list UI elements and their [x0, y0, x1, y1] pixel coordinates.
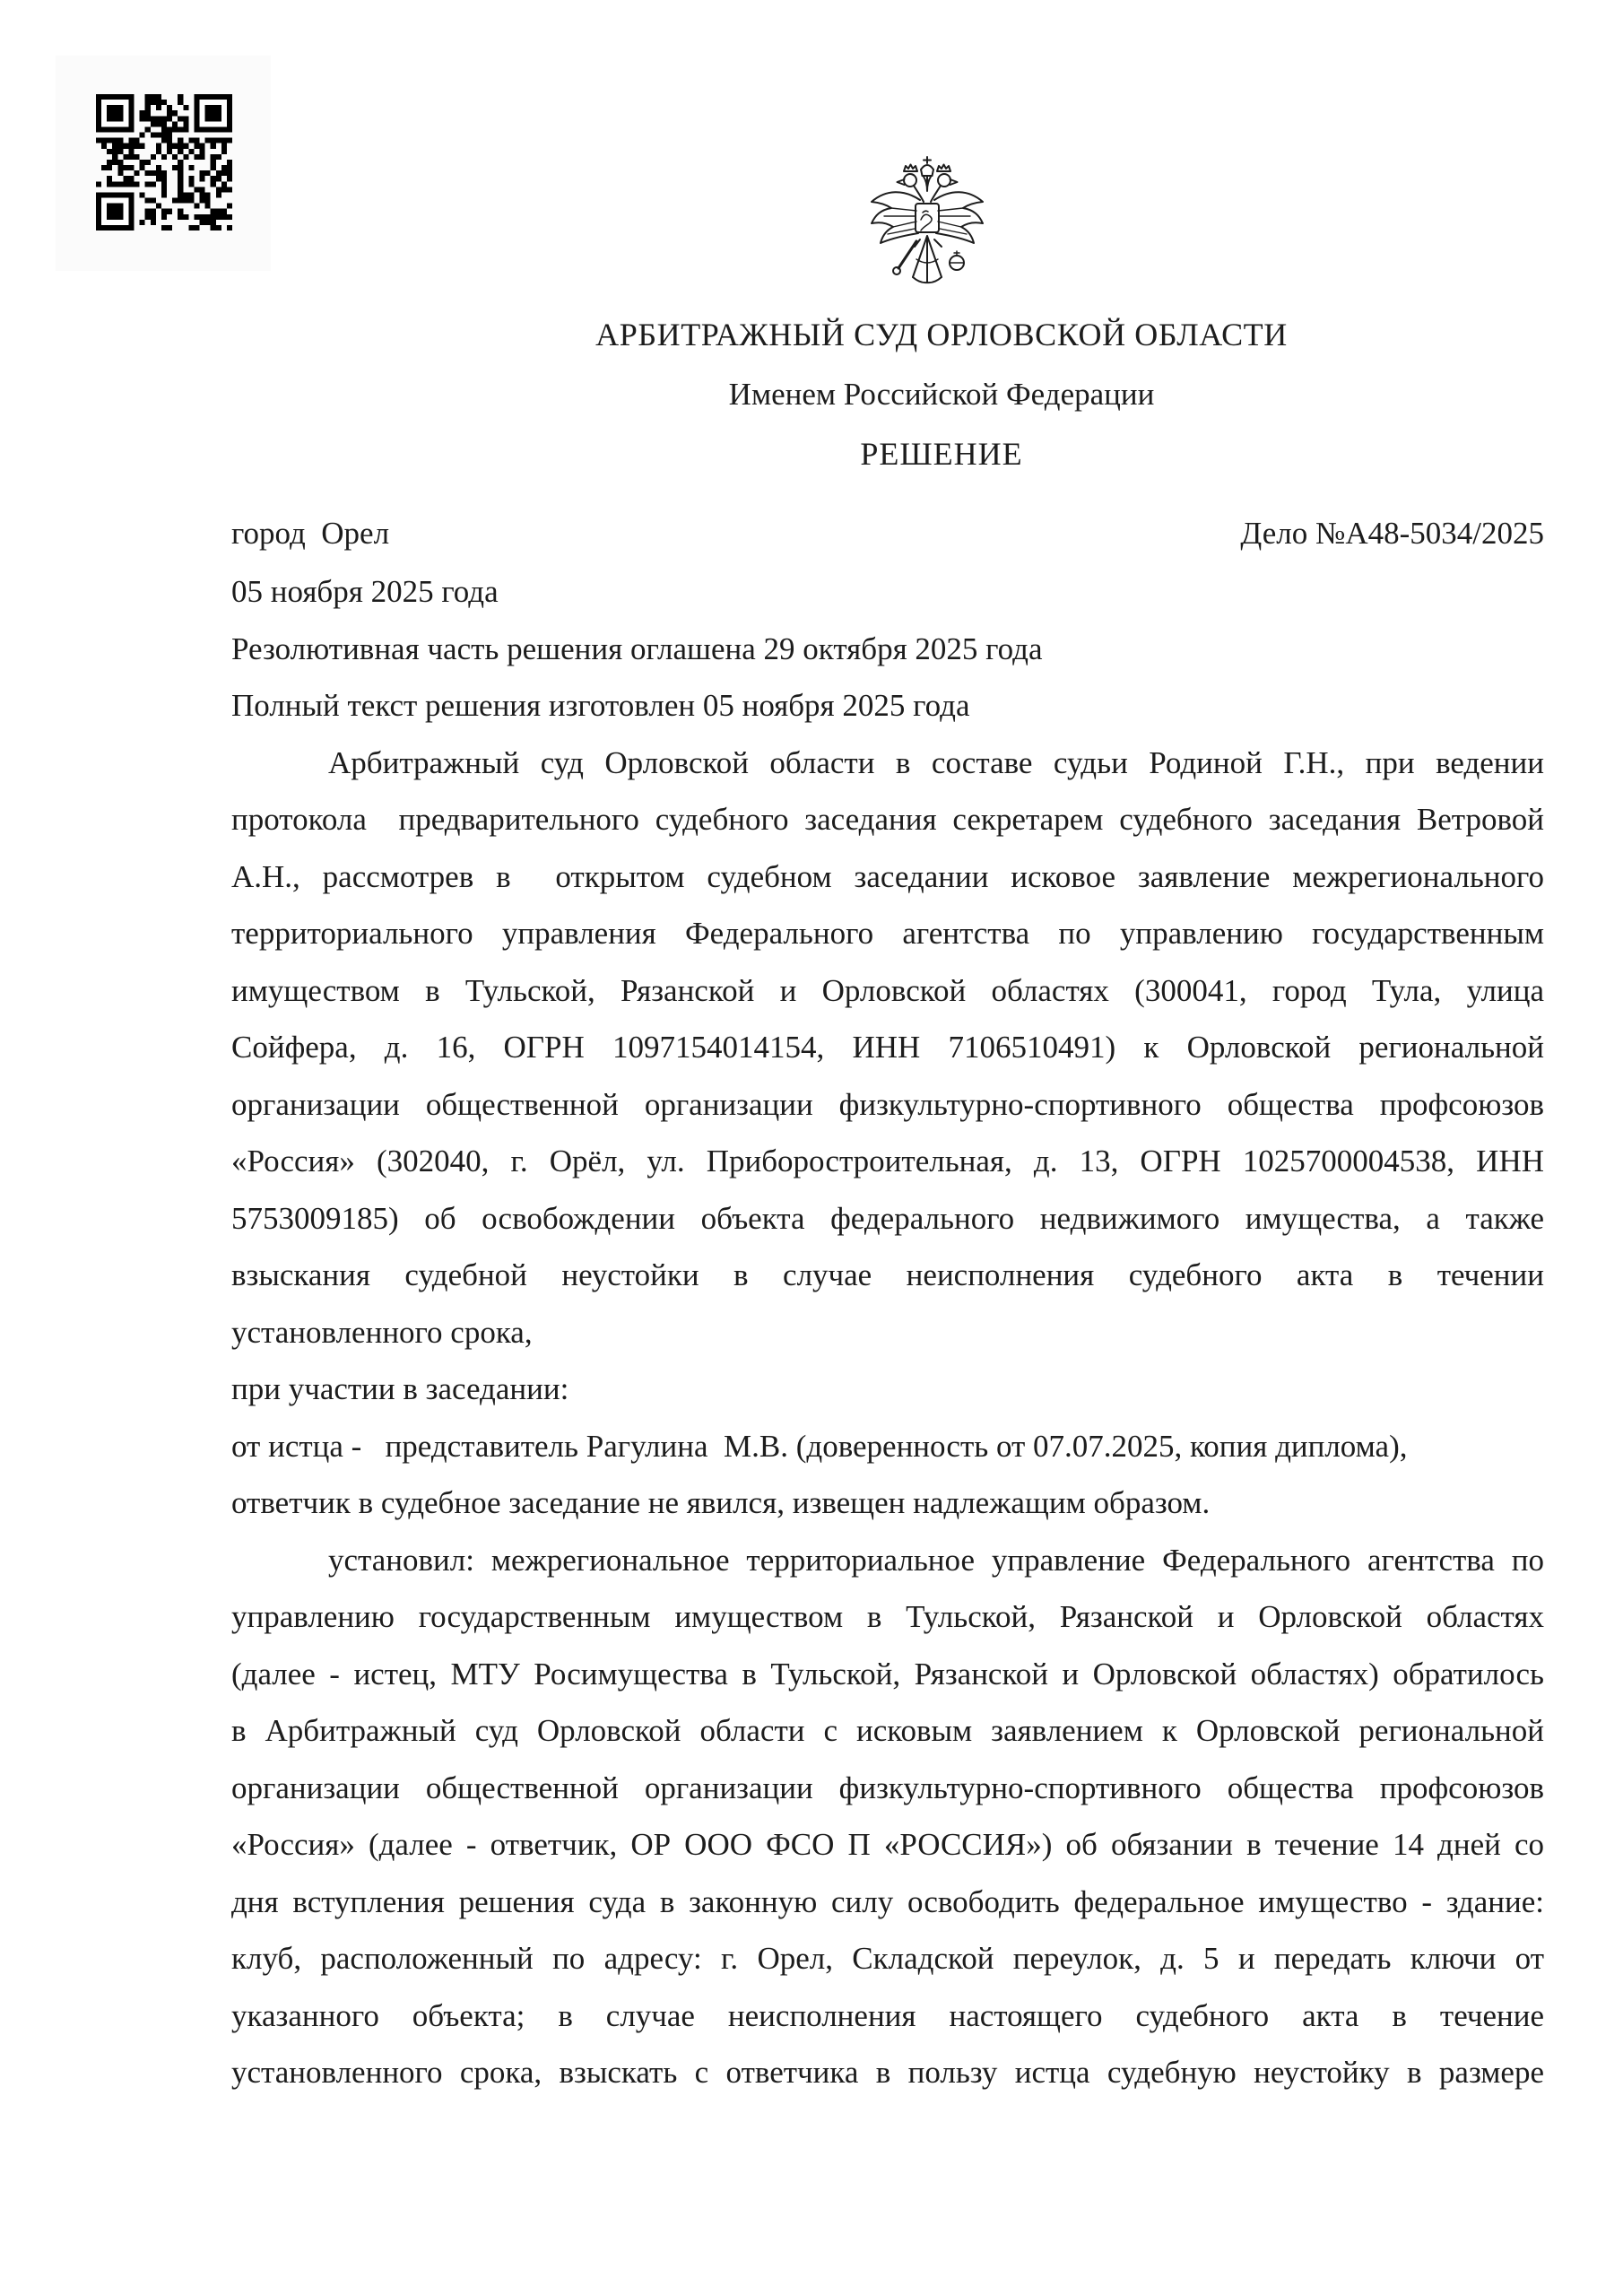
body-line: при участии в заседании:: [231, 1371, 569, 1406]
body-line: протокола предварительного судебного заседания секретарем судебного заседания Ветровой: [231, 802, 1544, 837]
body-line: в Арбитражный суд Орловской области с исковым заявлением к Орловской региональной: [231, 1713, 1544, 1748]
body-line: Полный текст решения изготовлен 05 ноября 2025 года: [231, 688, 970, 723]
body-line: территориального управления Федерального агентства по управлению государственным: [231, 916, 1544, 951]
body-line: А.Н., рассмотрев в открытом судебном заседании исковое заявление межрегионального: [231, 858, 1544, 894]
body-line: установленного срока,: [231, 1314, 533, 1350]
body-line: имуществом в Тульской, Рязанской и Орловской областях (300041, город Тула, улица: [231, 972, 1544, 1008]
body-line: «Россия» (302040, г. Орёл, ул. Приборостроительная, д. 13, ОГРН 1025700004538, ИНН: [231, 1144, 1544, 1178]
body-line: (далее - истец, МТУ Росимущества в Тульской, Рязанской и Орловской областях) обратилось: [231, 1656, 1544, 1692]
body-line: дня вступления решения суда в законную силу освободить федеральное имущество - здание:: [231, 1883, 1544, 1919]
body-line: 05 ноября 2025 года: [231, 574, 499, 609]
qr-code-icon: [96, 94, 232, 230]
document-body: [231, 563, 1544, 2101]
decision-heading: РЕШЕНИЕ: [860, 436, 1023, 472]
body-line: «Россия» (далее - ответчик, ОР ООО ФСО П «РОССИЯ») об обязании в течение 14 дней со: [231, 1827, 1544, 1862]
body-line: ответчик в судебное заседание не явился, извещен надлежащим образом.: [231, 1485, 1211, 1520]
in-the-name-line: Именем Российской Федерации: [728, 377, 1155, 412]
body-line: установил: межрегиональное территориальное управление Федерального агентства по: [328, 1542, 1544, 1578]
body-line: организации общественной организации физкультурно-спортивного общества профсоюзов: [231, 1086, 1544, 1122]
body-line: от истца - представитель Рагулина М.В. (доверенность от 07.07.2025, копия диплома),: [231, 1428, 1408, 1464]
body-line: установленного срока, взыскать с ответчика в пользу истца судебную неустойку в размере: [231, 2055, 1544, 2090]
case-line: [231, 505, 1544, 562]
qr-code: [96, 94, 232, 230]
body-line: организации общественной организации физкультурно-спортивного общества профсоюзов: [231, 1770, 1544, 1805]
court-name: АРБИТРАЖНЫЙ СУД ОРЛОВСКОЙ ОБЛАСТИ: [595, 317, 1288, 352]
body-line: Резолютивная часть решения оглашена 29 октября 2025 года: [231, 631, 1043, 666]
body-line: Сойфера, д. 16, ОГРН 1097154014154, ИНН 7106510491) к Орловской региональной: [231, 1030, 1544, 1065]
body-line: указанного объекта; в случае неисполнения настоящего судебного акта в течение: [231, 1997, 1544, 2033]
body-line: Арбитражный суд Орловской области в составе судьи Родиной Г.Н., при ведении: [328, 744, 1544, 780]
body-line: 5753009185) об освобождении объекта федерального недвижимого имущества, а также: [231, 1200, 1544, 1236]
russian-coat-of-arms-icon: [864, 153, 991, 297]
case-number: Дело №А48-5034/2025: [1240, 516, 1544, 551]
body-line: взыскания судебной неустойки в случае неисполнения судебного акта в течении: [231, 1257, 1544, 1292]
body-line: управлению государственным имуществом в Тульской, Рязанской и Орловской областях: [231, 1599, 1544, 1634]
case-city: город Орел: [231, 516, 390, 551]
body-line: клуб, расположенный по адресу: г. Орел, Складской переулок, д. 5 и передать ключи от: [231, 1941, 1544, 1976]
